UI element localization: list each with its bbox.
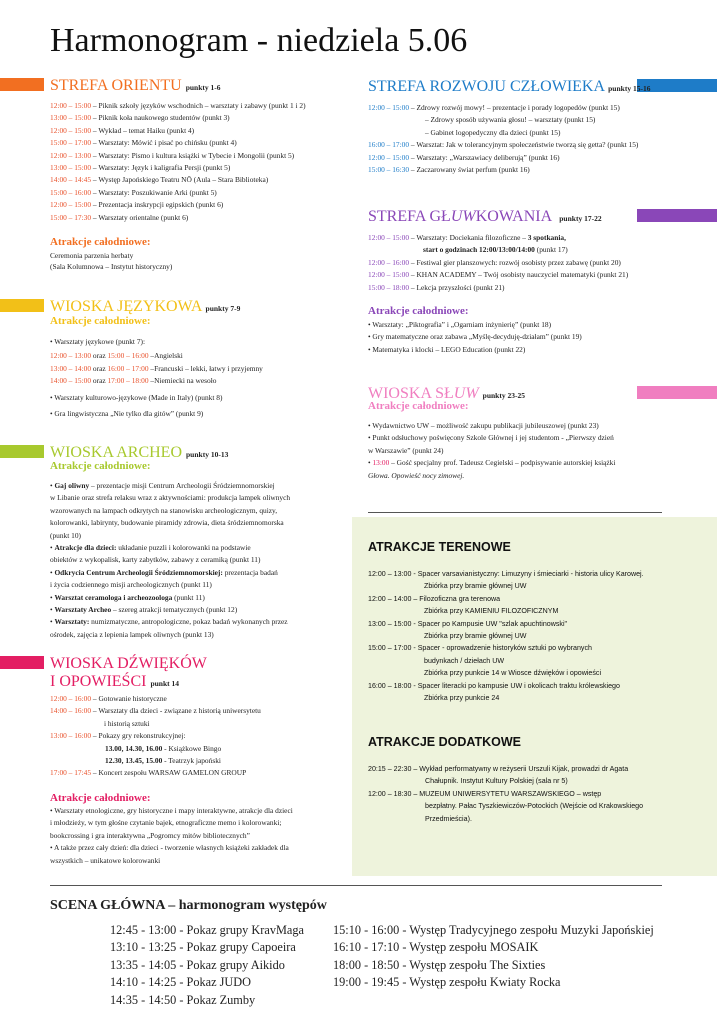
dzwiek-item: 14:00 – 16:00 – Warsztaty dla dzieci - związane z historią uniwersytetu (50, 706, 261, 716)
gluw-points: punkty 17-22 (559, 214, 602, 223)
teren-line: Zbiórka przy bramie głównej UW (424, 582, 527, 591)
scene-item: 13:35 - 14:05 - Pokaz grupy Aikido (110, 957, 285, 972)
dzwiek-att-title: Atrakcje całodniowe: (50, 792, 151, 804)
dzwiek-sub: 13.00, 14.30, 16.00 - Książkowe Bingo (105, 743, 222, 753)
orient-item: 12:00 – 13:00 – Warsztaty: Pismo i kultura książki w Tybecie i Mongolii (punkt 5) (50, 150, 295, 160)
archeo-p4: • Warsztat ceramologa i archeozoologa (punkt 11) (50, 592, 205, 602)
archeo-p5: • Warsztaty Archeo – szereg atrakcji tematycznych (punkt 12) (50, 605, 238, 615)
rozwoj-title-text: STREFA ROZWOJU CZŁOWIEKA (368, 78, 605, 95)
archeo-line: w Libanie oraz strefa relaksu wraz z aktywnościami: produkcja lampek oliwnych (50, 493, 291, 503)
dzwiek-title-line2: I OPOWIEŚCI punkt 14 (50, 673, 179, 690)
orient-schedule (50, 100, 350, 224)
orient-att-list (50, 251, 350, 272)
jezyk-list (50, 336, 350, 420)
archeo-p2: • Atrakcje dla dzieci: układanie puzzli i kolorowanki na podstawie (50, 543, 251, 553)
teren-title: ATRAKCJE TERENOWE (368, 540, 511, 554)
dodatkowe-line: Chałupnik. Instytut Kultury Polskiej (sala nr 5) (425, 777, 568, 786)
archeo-line: ośrodek, zajęcia z lepienia lampek oliwnych (punkt 13) (50, 629, 214, 639)
scene-left (110, 922, 304, 1009)
gluw-title: STREFA GŁUWKOWANIA punkty 17-22 (368, 208, 602, 225)
archeo-points: punkty 10-13 (186, 450, 229, 459)
teren-line: Zbiórka przy punkcie 14 w Wiosce dźwięków i opowieści (424, 669, 602, 678)
rozwoj-sub: – Gabinet logopedyczny dla dzieci (punkt 15) (425, 127, 561, 137)
orient-item: 14:00 – 14:45 – Występ Japońskiego Teatru NŌ (Aula – Stara Biblioteka) (50, 175, 269, 185)
rozwoj-schedule (368, 102, 708, 176)
jezyk-title-text: WIOSKA JĘZYKOWA (50, 298, 202, 315)
orient-item: 15:00 – 17:00 – Warsztaty: Mówić i pisać po chińsku (punkt 4) (50, 138, 237, 148)
archeo-line: kolorowanki, labirynty, budowanie piramidy zdrowia, dieta śródziemnomorska (50, 518, 284, 528)
scene-item: 14:10 - 14:25 - Pokaz JUDO (110, 975, 252, 990)
teren-list (368, 568, 713, 704)
dzwiek-item: 17:00 – 17:45 – Koncert zespołu WARSAW GAMELON GROUP (50, 768, 247, 778)
dzwiek-cont: i historią sztuki (104, 718, 150, 728)
rozwoj-sub: – Zdrowy sposób używania głosu! – warsztaty (punkt 15) (425, 115, 596, 125)
dodatkowe-line: Przedmieścia). (425, 814, 472, 823)
archeo-line: obiektów z wykopalisk, karty zabytków, zabawy z ceramiką (punkt 11) (50, 555, 261, 565)
jezyk-line: • Warsztaty kulturowo-językowe (Made in Italy) (punkt 8) (50, 392, 223, 402)
gluw-item: 12:00 – 15:00 – KHAN ACADEMY – Twój osobisty nauczyciel matematyki (punkt 21) (368, 270, 629, 280)
archeo-list (50, 480, 350, 641)
scene-title: SCENA GŁÓWNA – harmonogram występów (50, 898, 327, 913)
gluw-att-line: • Matematyka i klocki – LEGO Education (punkt 22) (368, 344, 526, 354)
sluw-line: w Warszawie” (punkt 24) (368, 445, 444, 455)
divider (368, 512, 662, 513)
dzwiek-sub: 12.30, 13.45, 15.00 - Teatrzyk japoński (105, 756, 221, 766)
orient-title (50, 77, 221, 97)
gluw-color-bar (637, 209, 717, 222)
dodatkowe-line: bezpłatny. Pałac Tyszkiewiczów-Potockich (Wejście od Krakowskiego (425, 802, 644, 811)
teren-line: 13:00 – 15:00 - Spacer po Kampusie UW "szlak apuchtinowski" (368, 619, 568, 628)
dzwiek-att-line: wszystkich – unikatowe kolorowanki (50, 855, 161, 865)
jezyk-line: • Gra lingwistyczna „Nie tylko dla gitów” (punkt 9) (50, 409, 204, 419)
dzwiek-att-line: i młodzieży, w tym głośne czytanie bajek, etnograficzne memo i kolorowanki; (50, 818, 282, 828)
dzwiek-title (50, 655, 207, 693)
scene-item: 14:35 - 14:50 - Pokaz Zumby (110, 992, 256, 1007)
jezyk-color-bar (0, 299, 44, 312)
dodatkowe-title: ATRAKCJE DODATKOWE (368, 735, 522, 749)
dzwiek-att-line: • Warsztaty etnologiczne, gry historyczne i mapy interaktywne, atrakcje dla dzieci (50, 806, 293, 815)
orient-item: 12:00 – 15:00 – Wykład – temat Haiku (punkt 4) (50, 125, 195, 135)
dodatkowe-line: 20:15 – 22:30 – Wykład performatywny w reżyserii Urszuli Kijak, prowadzi dr Agata (368, 765, 629, 773)
dzwiek-att-list (50, 805, 350, 867)
dzwiek-title-line1: WIOSKA DŹWIĘKÓW (50, 655, 207, 672)
orient-item: 15:00 – 17:30 – Warsztaty orientalne (punkt 6) (50, 212, 189, 222)
rozwoj-item: 12:00 – 15:00 – Warsztaty: „Warszawiacy deliberują” (punkt 16) (368, 152, 560, 162)
gluw-item-cont: start o godzinach 12:00/13:00/14:00 (punkt 17) (423, 245, 568, 255)
archeo-line: (punkt 10) (50, 530, 81, 540)
dzwiek-att-line: bookcrossing i gra interaktywna „Pogromcy mitów bibliotecznych” (50, 830, 250, 840)
teren-line: 12:00 – 14:00 – Filozoficzna gra terenowa (368, 594, 501, 603)
teren-line: 12:00 – 13:00 - Spacer varsavianistyczny: Limuzyny i śmieciarki - historia ulicy Karowej. (368, 570, 644, 578)
scene-item: 18:00 - 18:50 - Występ zespołu The Sixties (333, 957, 546, 972)
scene-item: 16:10 - 17:10 - Występ zespołu MOSAIK (333, 940, 539, 955)
jezyk-slot: 12:00 – 13:00 oraz 15:00 – 16:00 –Angielski (50, 351, 183, 361)
rozwoj-item: 15:00 – 16:30 – Zaczarowany świat perfum (punkt 16) (368, 165, 530, 175)
sluw-color-bar (637, 386, 717, 399)
jezyk-att-title: Atrakcje całodniowe: (50, 315, 151, 327)
rozwoj-points: punkty 15-16 (608, 84, 651, 93)
gluw-schedule (368, 232, 708, 294)
gluw-att-line: • Warsztaty: „Piktografia” i „Ogarniam inżynierię” (punkt 18) (368, 320, 552, 329)
scene-divider (50, 885, 662, 886)
sluw-book-title: Głowa. Opowieść nocy zimowej. (368, 470, 465, 480)
scene-item: 19:00 - 19:45 - Występ zespołu Kwiaty Rocka (333, 975, 561, 990)
scene-item: 15:10 - 16:00 - Występ Tradycyjnego zespołu Muzyki Japońskiej (333, 923, 654, 937)
orient-item: 13:00 – 15:00 – Piknik koła naukowego studentów (punkt 3) (50, 113, 230, 123)
orient-item: 13:00 – 15:00 – Warsztaty: Język i kaligrafia Persji (punkt 5) (50, 163, 231, 173)
dzwiek-schedule (50, 693, 350, 780)
orient-item: 12:00 – 15:00 – Piknik szkoły języków wschodnich – warsztaty i zabawy (punkt 1 i 2) (50, 101, 306, 110)
dzwiek-color-bar (0, 656, 44, 669)
gluw-att-title: Atrakcje całodniowe: (368, 305, 469, 317)
dzwiek-att-line: • A także przez cały dzień: dla dzieci - tworzenie własnych książeki zakładek dla (50, 843, 289, 853)
sluw-line: • Punkt odsłuchowy poświęcony Szkole Głównej i jej studentom - „Pierwszy dzień (368, 433, 614, 443)
dodatkowe-list (368, 763, 713, 825)
teren-line: Zbiórka przy bramie głównej UW (424, 632, 527, 641)
orient-att-line: (Sala Kolumnowa – Instytut historyczny) (50, 261, 173, 271)
rozwoj-title (368, 78, 650, 98)
jezyk-slot: 13:00 – 14:00 oraz 16:00 – 17:00 –Francuski – lekki, łatwy i przyjemny (50, 363, 263, 373)
orient-att-line: Ceremonia parzenia herbaty (50, 251, 134, 260)
gluw-att-list (368, 319, 708, 356)
archeo-p3: • Odkrycia Centrum Archeologii Śródziemnomorskiej: prezentacja badań (50, 567, 278, 577)
archeo-att-title: Atrakcje całodniowe: (50, 460, 151, 472)
orient-title-text: STREFA ORIENTU (50, 77, 182, 94)
jezyk-points: punkty 7-9 (205, 304, 241, 313)
scene-item: 12:45 - 13:00 - Pokaz grupy KravMaga (110, 923, 304, 937)
page-title: Harmonogram - niedziela 5.06 (50, 22, 468, 59)
archeo-p6: • Warsztaty: numizmatyczne, antropologiczne, pokaz badań wykonanych przez (50, 617, 288, 627)
orient-color-bar (0, 78, 44, 91)
sluw-title: WIOSKA SŁUW punkty 23-25 (368, 385, 525, 402)
gluw-att-line: • Gry matematyczne oraz zabawa „Myślę-decyduję-działam” (punkt 19) (368, 332, 582, 342)
archeo-title-text: WIOSKA ARCHEO (50, 444, 183, 461)
rozwoj-item: 16:00 – 17:00 – Warsztat: Jak w tolerancyjnym społeczeństwie tworzą się getta? (punkt 15) (368, 140, 639, 150)
sluw-list (368, 420, 708, 482)
jezyk-intro: • Warsztaty językowe (punkt 7): (50, 337, 146, 346)
archeo-p1: • Gaj oliwny – prezentacje misji Centrum Archeologii Śródziemnomorskiej (50, 481, 275, 490)
orient-item: 12:00 – 15:00 – Prezentacja inskrypcji egipskich (punkt 6) (50, 200, 224, 210)
orient-att-title: Atrakcje całodniowe: (50, 236, 151, 248)
teren-line: Zbiórka przy punkcie 24 (424, 694, 500, 703)
sluw-att-title: Atrakcje całodniowe: (368, 400, 469, 412)
teren-line: Zbiórka przy KAMIENIU FILOZOFICZNYM (424, 607, 559, 616)
archeo-color-bar (0, 445, 44, 458)
archeo-line: wzorowanych na lampach odkrytych na stanowisku archeologicznym, quizy, (50, 505, 278, 515)
gluw-item: 12:00 – 16:00 – Festiwal gier planszowych: rozwój osobisty przez zabawę (punkt 20) (368, 257, 621, 267)
dodatkowe-line: 12:00 – 18:30 – MUZEUM UNIWERSYTETU WARSZAWSKIEGO – wstęp (368, 789, 602, 798)
jezyk-slot: 14:00 – 15:00 oraz 17:00 – 18:00 –Niemiecki na wesoło (50, 376, 217, 386)
gluw-item: 15:00 – 18:00 – Lekcja przyszłości (punkt 21) (368, 282, 505, 292)
dzwiek-item: 12:00 – 16:00 – Gotowanie historyczne (50, 694, 167, 703)
orient-points: punkty 1-6 (185, 83, 221, 92)
scene-item: 13:10 - 13:25 - Pokaz grupy Capoeira (110, 940, 296, 955)
orient-item: 15:00 – 16:00 – Warsztaty: Poszukiwanie Arki (punkt 5) (50, 187, 217, 197)
teren-line: budynkach / dziełach UW (424, 656, 505, 665)
sluw-line: • Wydawnictwo UW – możliwość zakupu publikacji jubileuszowej (punkt 23) (368, 421, 599, 430)
archeo-line: i życia codziennego misji archeologicznych (punkt 11) (50, 580, 212, 590)
sluw-line: • 13:00 – Gość specjalny prof. Tadeusz Cegielski – podpisywanie autorskiej książki (368, 458, 616, 468)
teren-line: 16:00 – 18:00 - Spacer literacki po kampusie UW i okolicach traktu królewskiego (368, 681, 620, 690)
dzwiek-item: 13:00 – 16:00 – Pokazy gry rekonstrukcyjnej: (50, 731, 186, 741)
scene-right (333, 922, 654, 992)
sluw-points: punkty 23-25 (482, 391, 525, 400)
gluw-item: 12:00 – 15:00 – Warsztaty: Dociekania filozoficzne – 3 spotkania, (368, 233, 566, 242)
dzwiek-points: punkt 14 (150, 679, 179, 688)
teren-line: 15:00 – 17:00 - Spacer - oprowadzenie historyków sztuki po wybranych (368, 644, 592, 653)
rozwoj-item: 12:00 – 15:00 – Zdrowy rozwój mowy! – prezentacje i porady logopedów (punkt 15) (368, 103, 620, 112)
